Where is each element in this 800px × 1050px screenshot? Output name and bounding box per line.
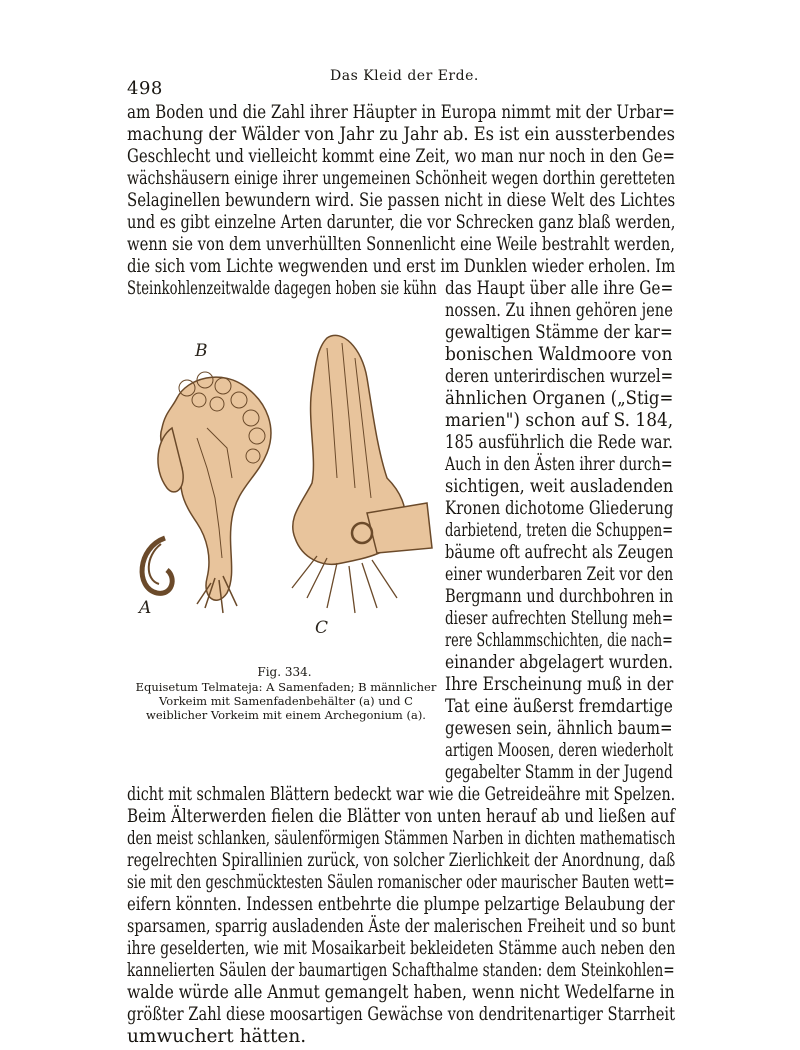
body-line: wenn sie von dem unverhüllten Sonnenlicht eine Weile bestrahlt werden,: [127, 234, 675, 255]
body-line: am Boden und die Zahl ihrer Häupter in Europa nimmt mit der Urbar=: [127, 102, 675, 123]
figure-334: [127, 308, 442, 638]
right-column-line: Auch in den Ästen ihrer durch=: [445, 454, 673, 475]
spermatozoid-drawing: [142, 538, 172, 593]
running-head: Das Kleid der Erde.: [330, 68, 479, 84]
figure-number: Fig. 334.: [257, 665, 312, 679]
right-column-line: Ihre Erscheinung muß in der: [445, 674, 674, 695]
body-line: die sich vom Lichte wegwenden und erst im Dunklen wieder erholen. Im: [127, 256, 676, 277]
right-column-line: bonischen Waldmoore von: [445, 344, 673, 365]
figure-label-b: B: [195, 341, 208, 361]
body-line: den meist schlanken, säulenförmigen Stämmen Narben in dichten mathematisch: [127, 828, 676, 849]
body-line: Beim Älterwerden fielen die Blätter von unten herauf ab und ließen auf: [127, 806, 675, 827]
body-line: eifern könnten. Indessen entbehrte die plumpe pelzartige Belaubung der: [127, 894, 675, 915]
body-line: größter Zahl diese moosartigen Gewächse von dendritenartiger Starrheit: [127, 1004, 675, 1025]
right-column-line: ähnlichen Organen („Stig=: [445, 388, 674, 409]
equisetum-illustration: [127, 308, 442, 638]
right-column-line: gewesen sein, ähnlich baum=: [445, 718, 673, 739]
body-line: umwuchert hätten.: [127, 1026, 307, 1047]
right-column-line: dieser aufrechten Stellung meh=: [445, 608, 674, 629]
figure-label-c: C: [315, 618, 329, 638]
right-column-line: deren unterirdischen wurzel=: [445, 366, 674, 387]
right-column-line: marien") schon auf S. 184,: [445, 410, 674, 431]
male-prothallus-drawing: [158, 372, 271, 613]
right-column-line: einander abgelagert wurden.: [445, 652, 673, 673]
body-line: und es gibt einzelne Arten darunter, die vor Schrecken ganz blaß werden,: [127, 212, 676, 233]
right-column-line: einer wunderbaren Zeit vor den: [445, 564, 674, 585]
body-line: Selaginellen bewundern wird. Sie passen nicht in diese Welt des Lichtes: [127, 190, 676, 211]
body-line: kannelierten Säulen der baumartigen Schafthalme standen: dem Steinkohlen=: [127, 960, 675, 981]
body-line: machung der Wälder von Jahr zu Jahr ab. Es ist ein aussterbendes: [127, 124, 675, 145]
right-column-line: artigen Moosen, deren wiederholt: [445, 740, 674, 761]
right-column-line: gewaltigen Stämme der kar=: [445, 322, 673, 343]
right-column-line: das Haupt über alle ihre Ge=: [445, 278, 674, 299]
body-line: Geschlecht und vielleicht kommt eine Zeit, wo man nur noch in den Ge=: [127, 146, 675, 167]
body-line: regelrechten Spirallinien zurück, von solcher Zierlichkeit der Anordnung, daß: [127, 850, 676, 871]
body-line-left: Steinkohlenzeitwalde dagegen hoben sie kühn: [127, 278, 437, 299]
body-line: walde würde alle Anmut gemangelt haben, wenn nicht Wedelfarne in: [127, 982, 675, 1003]
right-column-line: sichtigen, weit ausladenden: [445, 476, 674, 497]
right-column-line: darbietend, treten die Schuppen=: [445, 520, 674, 541]
figure-label-a: A: [139, 598, 152, 618]
body-line: dicht mit schmalen Blättern bedeckt war wie die Getreideähre mit Spelzen.: [127, 784, 676, 805]
female-prothallus-drawing: [292, 335, 432, 613]
body-line: ihre geselderten, wie mit Mosaikarbeit bekleideten Stämme auch neben den: [127, 938, 676, 959]
body-line: sparsamen, sparrig ausladenden Äste der malerischen Freiheit und so bunt: [127, 916, 676, 937]
right-column-line: Kronen dichotome Gliederung: [445, 498, 674, 519]
right-column-line: Bergmann und durchbohren in: [445, 586, 674, 607]
body-line: wächshäusern einige ihrer ungemeinen Schönheit wegen dorthin geretteten: [127, 168, 676, 189]
right-column-line: Tat eine äußerst fremdartige: [445, 696, 673, 717]
right-column-line: gegabelter Stamm in der Jugend: [445, 762, 673, 783]
right-column-line: rere Schlammschichten, die nach=: [445, 630, 673, 651]
right-column-line: bäume oft aufrecht als Zeugen: [445, 542, 674, 563]
body-line: sie mit den geschmücktesten Säulen romanischer oder maurischer Bauten wett=: [127, 872, 675, 893]
figure-caption: Equisetum Telmateja: A Samenfaden; B männlicher Vorkeim mit Samenfadenbehälter (a) und C weiblicher Vorkeim mit einem Archegonium (a).: [135, 680, 437, 722]
right-column-line: nossen. Zu ihnen gehören jene: [445, 300, 673, 321]
right-column-line: 185 ausführlich die Rede war.: [445, 432, 673, 453]
page-number: 498: [127, 78, 163, 99]
